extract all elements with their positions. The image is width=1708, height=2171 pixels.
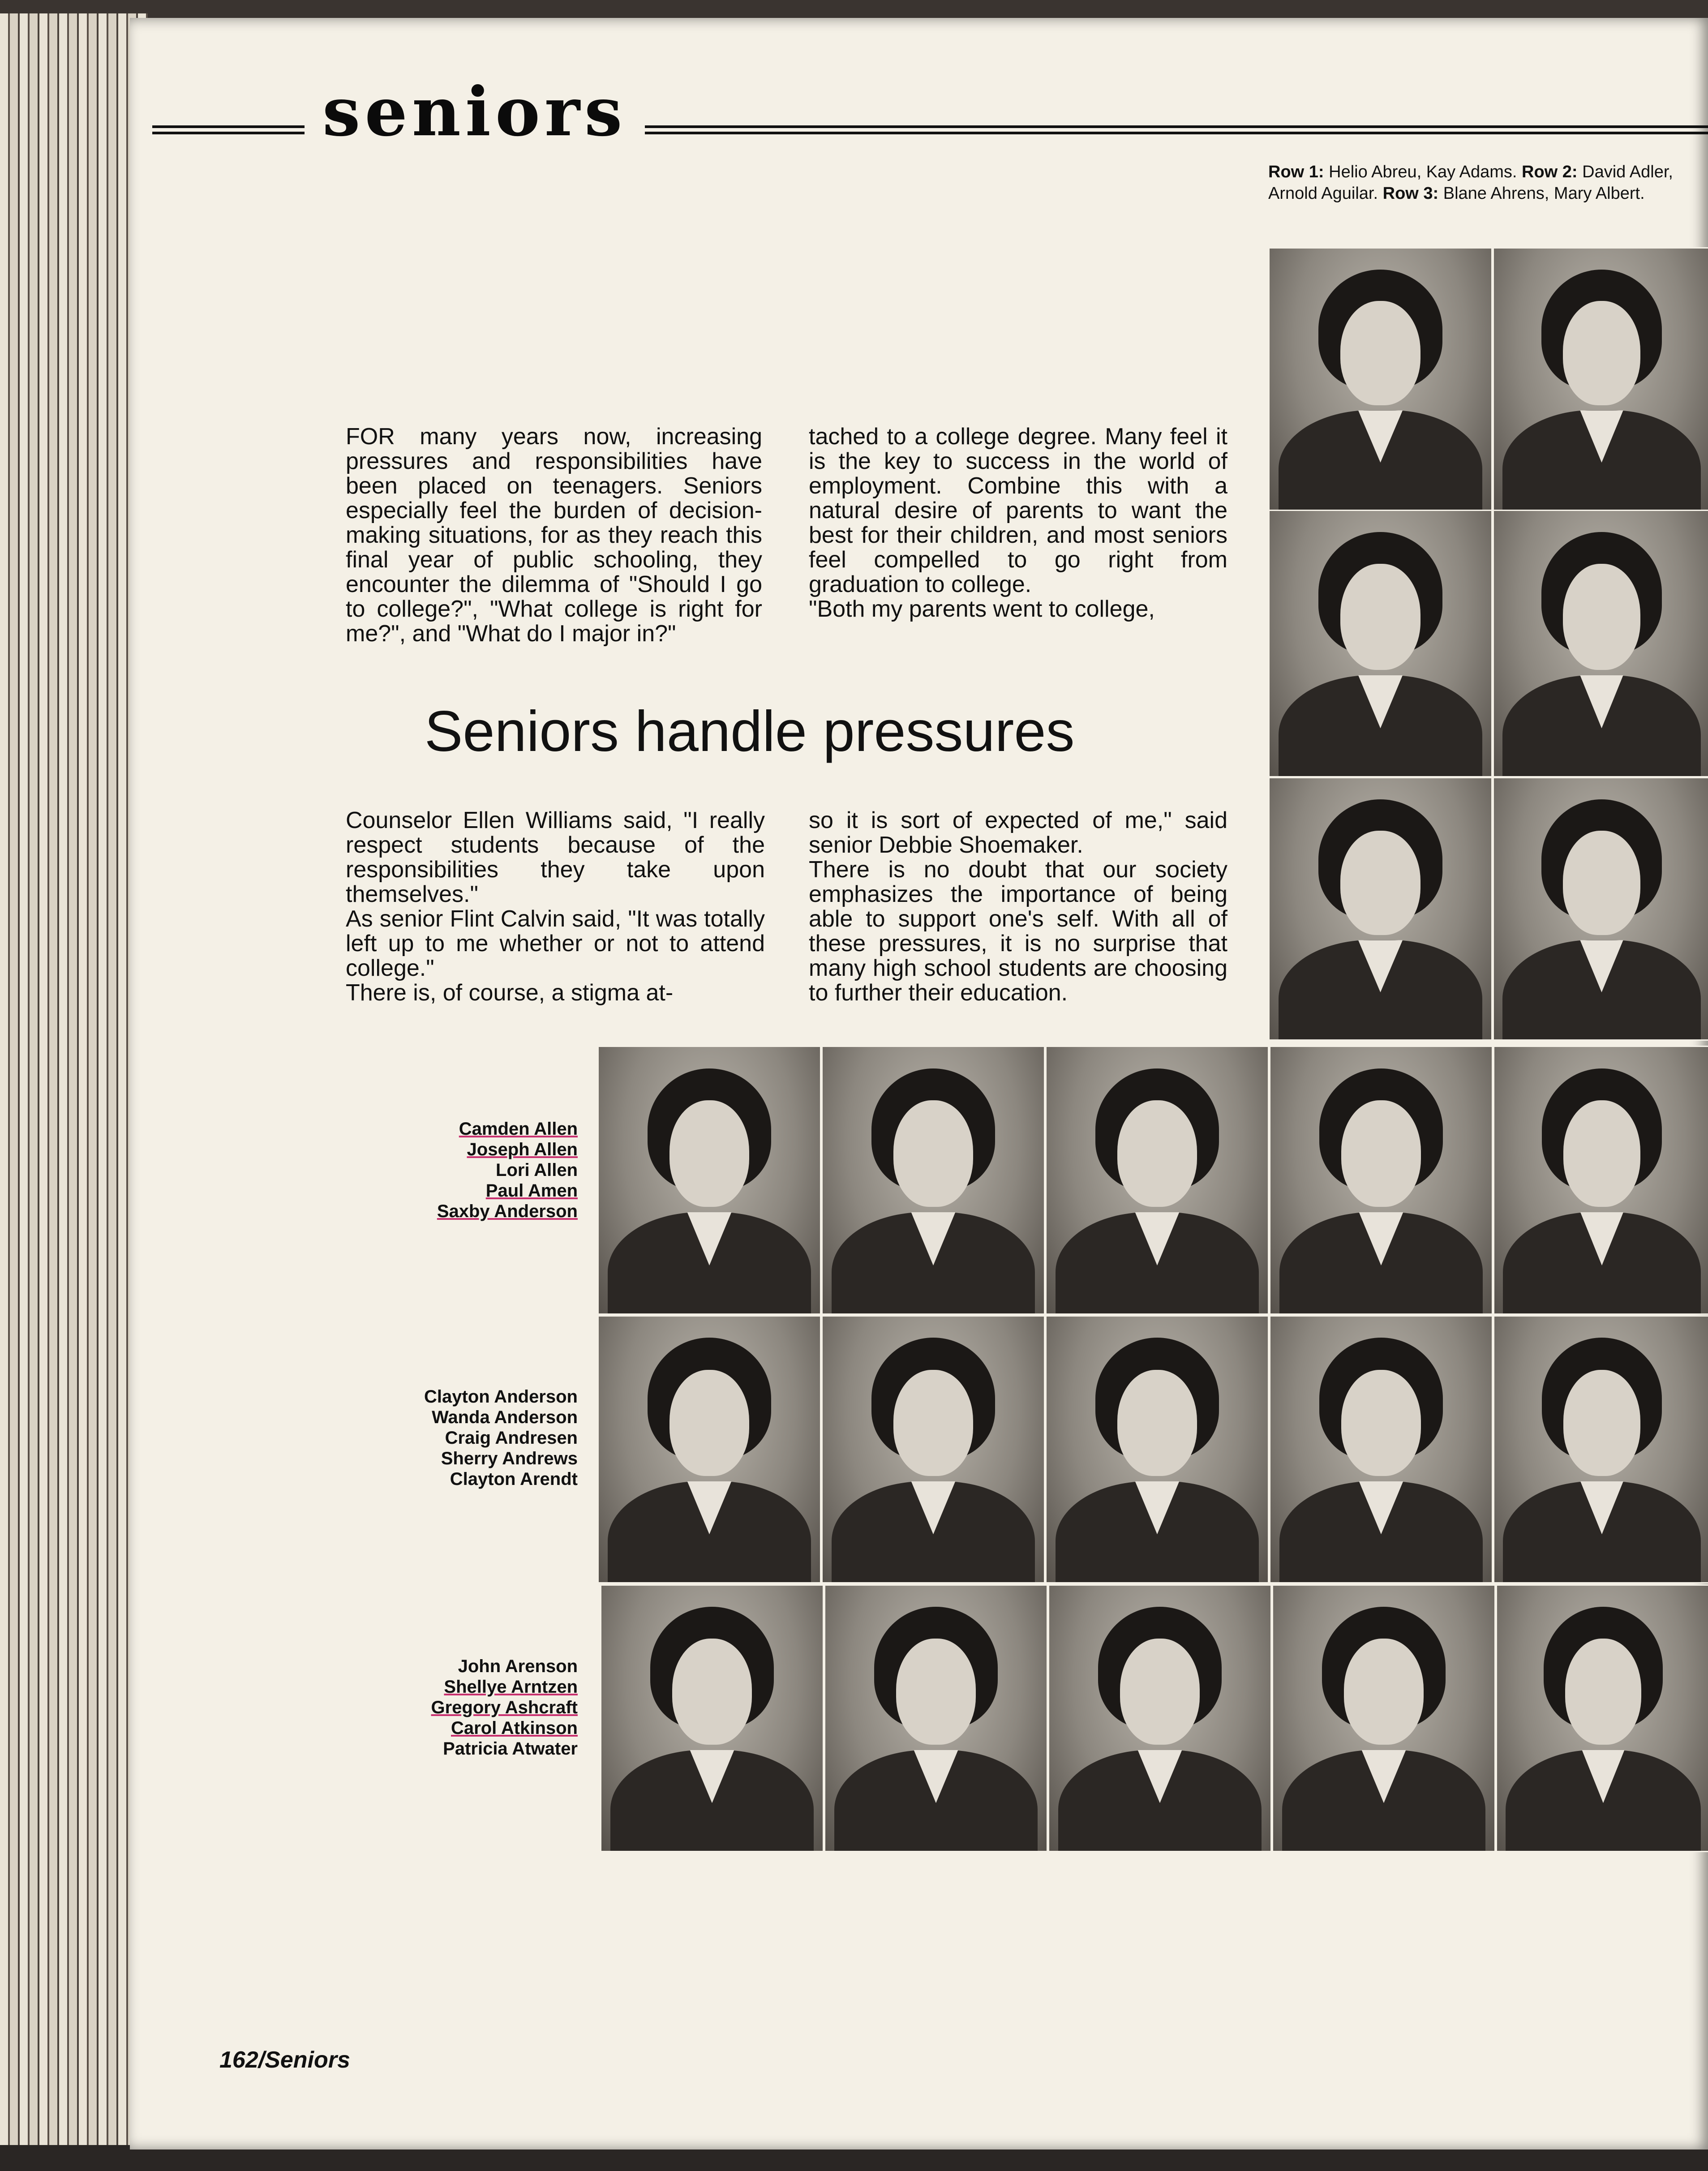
article-headline: Seniors handle pressures [425,699,1075,764]
portrait-caption [1268,161,1689,204]
student-name: John Arenson [458,1656,578,1676]
page-stack-edges [0,13,148,2145]
portrait-photo [1268,247,1493,511]
portrait-photo [821,1046,1045,1315]
portrait-photo [1493,510,1708,777]
student-name: Clayton Anderson [424,1387,578,1407]
portrait-photo [1048,1584,1272,1852]
portrait-photo [1045,1046,1269,1315]
title-rule-left [152,125,305,134]
portrait-photo [1493,1046,1708,1315]
student-name: Craig Andresen [445,1428,578,1448]
row1-label: Row 1: [1268,163,1324,181]
name-list-row-1 [416,1119,578,1222]
portrait-photo [1269,1315,1493,1583]
body-column-2: so it is sort of expected of me," said senior Debbie Shoemaker. There is no doubt that our society emphasizes the importance of being able to support one's self. With all of these pressures, it is no surprise that many high school students are choosing to further their education. [809,807,1227,1006]
portrait-photo [597,1046,821,1315]
intro-column-1: FOR many years now, increasing pressures and responsibilities have been placed on teenagers. Seniors especially feel the burden of decision-making situations, for as they reach this final year of public schooling, they encounter the dilemma of "Should I go to college?", "What college is right for me?", and "What do I major in?" [346,424,762,647]
section-title: seniors [322,73,627,151]
portrait-photo [1269,1046,1493,1315]
title-rule-right [645,125,1708,134]
student-name: Clayton Arendt [450,1469,578,1489]
student-name: Camden Allen [459,1119,578,1139]
student-name: Paul Amen [485,1181,578,1201]
student-name: Sherry Andrews [441,1449,578,1468]
portrait-photo [1493,1315,1708,1583]
student-name: Wanda Anderson [432,1407,578,1427]
row2-names: David Adler, Arnold Aguilar. [1268,163,1673,203]
student-name: Lori Allen [496,1160,578,1180]
intro-column-2: tached to a college degree. Many feel it is the key to success in the world of employment. Combine this with a natural desire of parents to want the best for their children, and most seniors feel compelled to go right from graduation to college. "Both my parents went to college, [809,424,1227,622]
portrait-photo [1045,1315,1269,1583]
student-name: Joseph Allen [467,1140,578,1159]
portrait-photo [600,1584,824,1852]
portrait-photo [821,1315,1045,1583]
row3-label: Row 3: [1382,184,1439,203]
portrait-photo [1493,247,1708,511]
student-name: Carol Atkinson [451,1718,578,1738]
student-name: Gregory Ashcraft [431,1698,578,1717]
portrait-photo [1268,777,1493,1041]
student-name: Saxby Anderson [437,1201,578,1221]
portrait-photo [1272,1584,1496,1852]
scan-top-edge [0,0,1708,18]
portrait-photo [1268,510,1493,777]
row1-names: Helio Abreu, Kay Adams. [1329,163,1517,181]
portrait-photo [824,1584,1048,1852]
page-folio: 162/Seniors [219,2047,350,2073]
portrait-photo [1496,1584,1708,1852]
portrait-photo [597,1315,821,1583]
row2-label: Row 2: [1522,163,1578,181]
row3-names: Blane Ahrens, Mary Albert. [1443,184,1645,203]
name-list-row-2 [416,1386,578,1489]
student-name: Shellye Arntzen [444,1677,578,1697]
body-column-1: Counselor Ellen Williams said, "I really respect students because of the responsibilities they take upon themselves." As senior Flint Calvin said, "It was totally left up to me whether or not to attend college." There is, of course, a stigma at- [346,807,765,1006]
name-list-row-3 [416,1656,578,1759]
student-name: Patricia Atwater [443,1739,578,1759]
portrait-photo [1493,777,1708,1041]
